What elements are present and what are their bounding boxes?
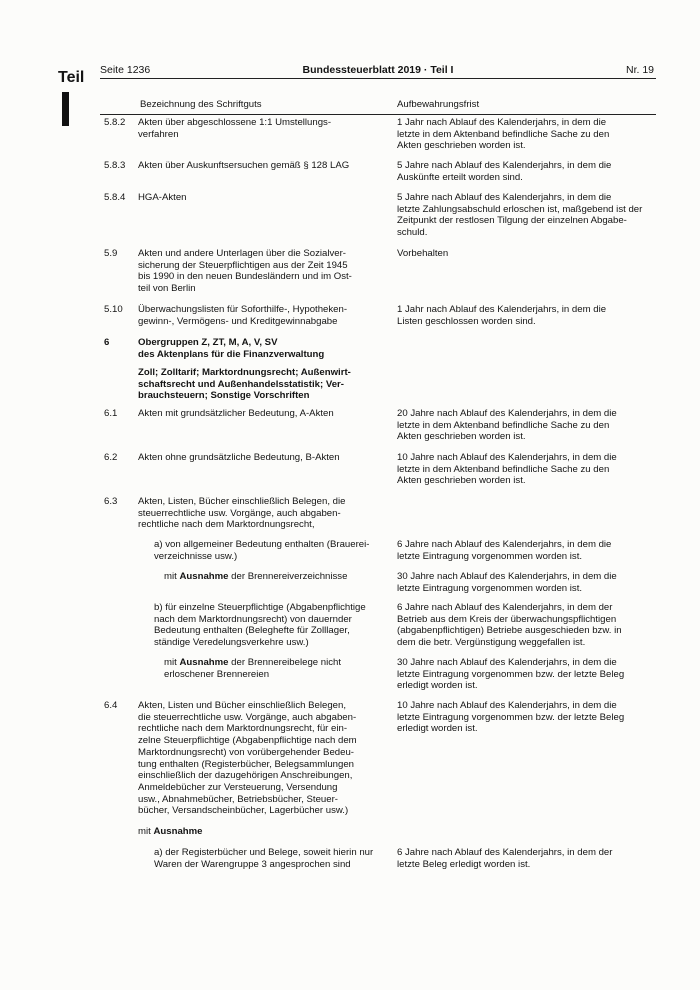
- row-number: 5.8.2: [104, 117, 126, 128]
- header-rule: [100, 78, 656, 79]
- column-header-bezeichnung: Bezeichnung des Schriftguts: [140, 99, 262, 110]
- section-heading: Obergruppen Z, ZT, M, A, V, SV des Aktenplans für die Finanzverwaltung: [138, 337, 325, 360]
- row-description: Überwachungslisten für Soforthilfe-, Hypotheken- gewinn-, Vermögens- und Kreditgewinnabgabe: [138, 304, 348, 327]
- row-number: 5.8.4: [104, 192, 126, 203]
- row-description: Akten mit grundsätzlicher Bedeutung, A-Akten: [138, 408, 334, 419]
- row-number: 6.3: [104, 496, 118, 507]
- row-description: Akten, Listen, Bücher einschließlich Belegen, die steuerrechtliche usw. Vorgänge, auch abgaben- rechtliche nach dem Marktordnungsrecht,: [138, 496, 346, 531]
- subitem-a-description: a) von allgemeiner Bedeutung enthalten (Brauerei- verzeichnisse usw.): [154, 539, 370, 562]
- row-number: 6.2: [104, 452, 118, 463]
- row-retention-period: 1 Jahr nach Ablauf des Kalenderjahrs, in dem die letzte in dem Aktenband befindliche Sache zu den Akten geschrieben worden ist.: [397, 117, 610, 152]
- row-retention-period: 5 Jahre nach Ablauf des Kalenderjahrs, in dem die Auskünfte erteilt worden sind.: [397, 160, 612, 183]
- row-retention-period: 10 Jahre nach Ablauf des Kalenderjahrs, in dem die letzte Eintragung vorgenommen bzw. der letzte Beleg erledigt worden ist.: [397, 700, 625, 735]
- row-description: Akten über Auskunftsersuchen gemäß § 128 LAG: [138, 160, 350, 171]
- exception-mit: mit: [164, 657, 180, 668]
- exception-retention-period: 30 Jahre nach Ablauf des Kalenderjahrs, in dem die letzte Eintragung vorgenommen bzw. der letzte Beleg erledigt worden ist.: [397, 657, 625, 692]
- running-header: [100, 63, 656, 77]
- subitem-a-retention-period: 6 Jahre nach Ablauf des Kalenderjahrs, in dem die letzte Eintragung vorgenommen worden ist.: [397, 539, 612, 562]
- row-retention-period: 20 Jahre nach Ablauf des Kalenderjahrs, in dem die letzte in dem Aktenband befindliche Sache zu den Akten geschrieben worden ist.: [397, 408, 617, 443]
- row-number: 6.1: [104, 408, 118, 419]
- section-number: 6: [104, 337, 110, 348]
- row-description: Akten über abgeschlossene 1:1 Umstellungs- verfahren: [138, 117, 332, 140]
- row-description: Akten und andere Unterlagen über die Sozialver- sicherung der Steuerpflichtigen aus der Zeit 1945 bis 1990 in den neuen Bundesländern und im Ost- teil von Berlin: [138, 248, 352, 295]
- part-marker-word: Teil: [58, 69, 85, 86]
- row-number: 5.9: [104, 248, 118, 259]
- row-number: 6.4: [104, 700, 118, 711]
- issue-number: Nr. 19: [625, 64, 654, 76]
- row-retention-period: 10 Jahre nach Ablauf des Kalenderjahrs, in dem die letzte in dem Aktenband befindliche Sache zu den Akten geschrieben worden ist.: [397, 452, 617, 487]
- row-retention-period: 5 Jahre nach Ablauf des Kalenderjahrs, in dem die letzte Zahlungsabschuld erloschen ist, maßgebend ist der Zeitpunkt der restlosen Tilgung der einzelnen Abgabe- schuld.: [397, 192, 643, 239]
- exception-retention-period: 30 Jahre nach Ablauf des Kalenderjahrs, in dem die letzte Eintragung vorgenommen worden ist.: [397, 571, 617, 594]
- section-subheading: Zoll; Zolltarif; Marktordnungsrecht; Außenwirt- schaftsrecht und Außenhandelsstatistik; Ver- brauchsteuern; Sonstige Vorschriften: [138, 367, 351, 402]
- part-marker: [58, 70, 90, 126]
- row-description: Akten, Listen und Bücher einschließlich Belegen, die steuerrechtliche usw. Vorgänge, auch abgaben- rechtliche nach dem Marktordnungsrecht, für ein- zelne Steuerpflichtige (Abgabenpflichtige nach dem Marktordnungsrecht) von vorübergehender Bedeu- tung enthalten (Registerbücher, Belegsammlungen einschließlich der dazugehörigen Anschreibungen, Anmeldebücher zur Versteuerung, Versendung usw., Abnahmebücher, Betriebsbücher, Steuer- bücher, Versandscheinbücher, Lagerbücher usw.): [138, 700, 357, 817]
- row-retention-period: Vorbehalten: [397, 248, 449, 259]
- exception-mit: mit: [164, 571, 180, 582]
- row-number: 5.8.3: [104, 160, 126, 171]
- exception-keyword: Ausnahme: [153, 826, 203, 837]
- exception-subject: der Brennereibelege nicht erloschener Brennereien: [164, 657, 342, 680]
- row-description: Akten ohne grundsätzliche Bedeutung, B-Akten: [138, 452, 340, 463]
- subitem-a-retention-period: 6 Jahre nach Ablauf des Kalenderjahrs, in dem der letzte Beleg erledigt worden ist.: [397, 847, 613, 870]
- row-retention-period: 1 Jahr nach Ablauf des Kalenderjahrs, in dem die Listen geschlossen worden sind.: [397, 304, 607, 327]
- page-number: Seite 1236: [100, 64, 151, 76]
- subitem-b-description: b) für einzelne Steuerpflichtige (Abgabenpflichtige nach dem Marktordnungsrecht) von dauernder Bedeutung enthalten (Beleghefte für Zolllager, ständige Veredelungsverkehre usw.): [154, 602, 366, 649]
- exception-keyword: Ausnahme: [179, 657, 229, 668]
- row-description: HGA-Akten: [138, 192, 187, 203]
- subitem-b-retention-period: 6 Jahre nach Ablauf des Kalenderjahrs, in dem der Betrieb aus dem Kreis der überwachungspflichtigen (abgabenpflichtigen) Betriebe ausgeschieden bzw. in dem die betr. Vergünstigung weggefallen ist.: [397, 602, 622, 649]
- exception-mit: mit: [138, 826, 154, 837]
- exception-line: [164, 657, 390, 680]
- row-number: 5.10: [104, 304, 123, 315]
- exception-line: [138, 826, 390, 838]
- subitem-a-description: a) der Registerbücher und Belege, soweit hierin nur Waren der Warengruppe 3 angesprochen sind: [154, 847, 374, 870]
- part-marker-numeral-bar: [62, 92, 69, 126]
- exception-keyword: Ausnahme: [179, 571, 229, 582]
- publication-title: Bundessteuerblatt 2019 · Teil I: [302, 64, 454, 76]
- column-header-frist: Aufbewahrungsfrist: [397, 99, 480, 110]
- exception-line: [164, 571, 390, 583]
- exception-subject: der Brennereiverzeichnisse: [228, 571, 348, 582]
- column-header-rule: [100, 114, 656, 115]
